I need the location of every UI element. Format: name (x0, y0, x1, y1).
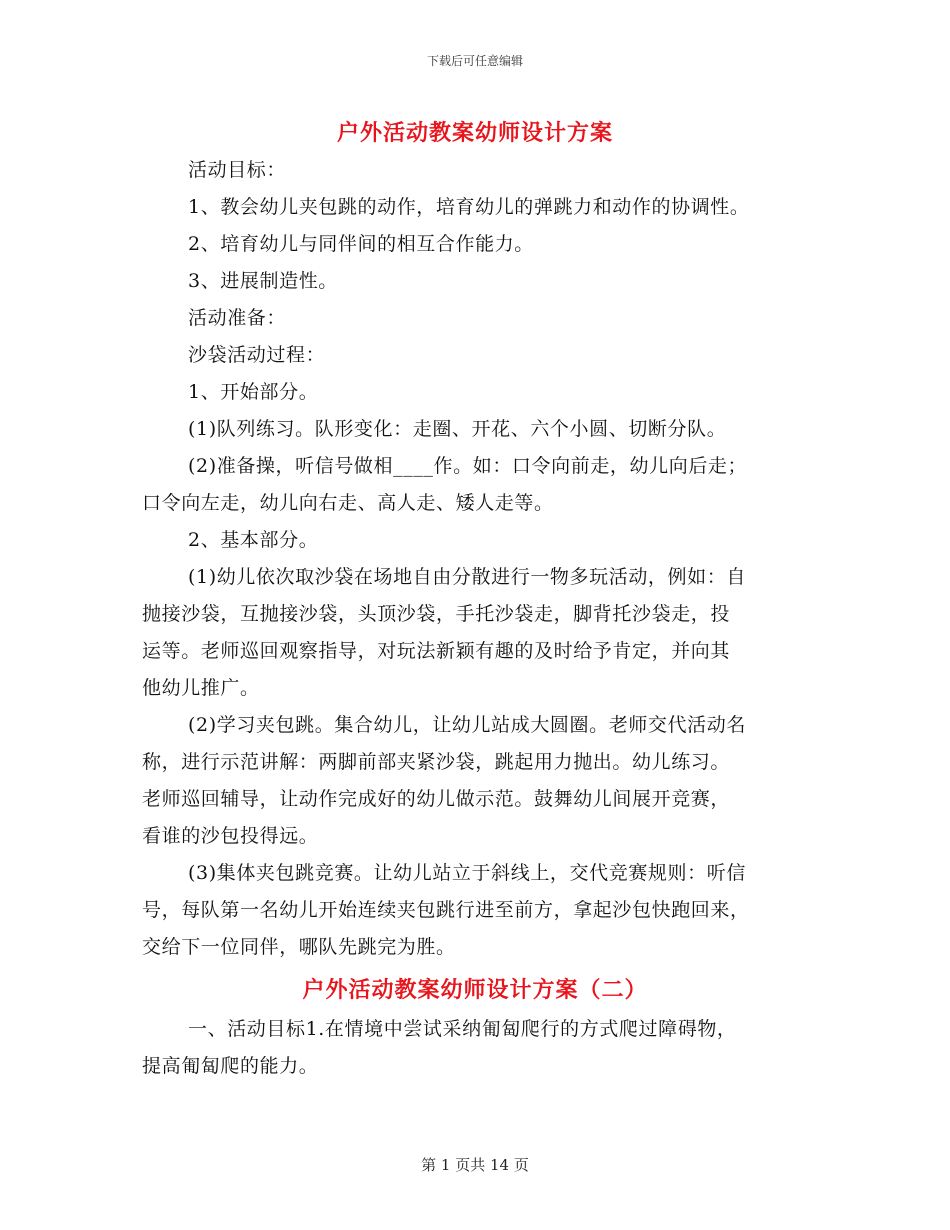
paragraph-line: 1、教会幼儿夹包跳的动作，培育幼儿的弹跳力和动作的协调性。 (188, 196, 750, 218)
paragraph-line: 2、培育幼儿与同伴间的相互合作能力。 (188, 233, 534, 255)
paragraph-line: 2、基本部分。 (188, 529, 319, 551)
paragraph-line: 沙袋活动过程： (188, 344, 326, 366)
paragraph-line: 老师巡回辅导，让动作完成好的幼儿做示范。鼓舞幼儿间展开竞赛， (142, 788, 731, 810)
paragraph-line: 活动准备： (188, 307, 287, 329)
paragraph-line: (1)幼儿依次取沙袋在场地自由分散进行一物多玩活动，例如：自 (188, 566, 746, 588)
paragraph-line: (3)集体夹包跳竞赛。让幼儿站立于斜线上，交代竞赛规则：听信 (188, 862, 746, 884)
page-header: 下载后可任意编辑 (426, 54, 523, 68)
paragraph-line: 他幼儿推广。 (142, 677, 260, 699)
paragraph-line: 3、进展制造性。 (188, 270, 338, 292)
document-title: 户外活动教案幼师设计方案 (336, 120, 613, 146)
paragraph-line: 看谁的沙包投得远。 (142, 825, 319, 847)
paragraph-line: 运等。老师巡回观察指导，对玩法新颖有趣的及时给予肯定，并向其 (142, 640, 731, 662)
paragraph-line: 1、开始部分。 (188, 381, 319, 403)
paragraph-line: 号，每队第一名幼儿开始连续夹包跳行进至前方，拿起沙包快跑回来， (142, 899, 750, 921)
paragraph-line: 称，进行示范讲解：两脚前部夹紧沙袋，跳起用力抛出。幼儿练习。 (142, 751, 731, 773)
paragraph-line: 活动目标： (188, 159, 287, 181)
paragraph-line: (2)准备操，听信号做相____作。如：口令向前走，幼儿向后走； (188, 455, 748, 477)
paragraph-line: (1)队列练习。队形变化：走圈、开花、六个小圆、切断分队。 (188, 418, 727, 440)
paragraph-line: 抛接沙袋，互抛接沙袋，头顶沙袋，手托沙袋走，脚背托沙袋走，投 (142, 603, 731, 625)
paragraph-line: (2)学习夹包跳。集合幼儿，让幼儿站成大圆圈。老师交代活动名 (188, 714, 746, 736)
paragraph-line: 提高匍匐爬的能力。 (142, 1055, 319, 1077)
paragraph-line: 口令向左走，幼儿向右走、高人走、矮人走等。 (142, 492, 554, 514)
paragraph-line: 一、活动目标1.在情境中尝试采纳匍匐爬行的方式爬过障碍物， (188, 1018, 737, 1040)
paragraph-line: 交给下一位同伴，哪队先跳完为胜。 (142, 936, 456, 958)
section-title: 户外活动教案幼师设计方案（二） (302, 977, 648, 1003)
page-footer: 第 1 页共 14 页 (421, 1156, 529, 1174)
